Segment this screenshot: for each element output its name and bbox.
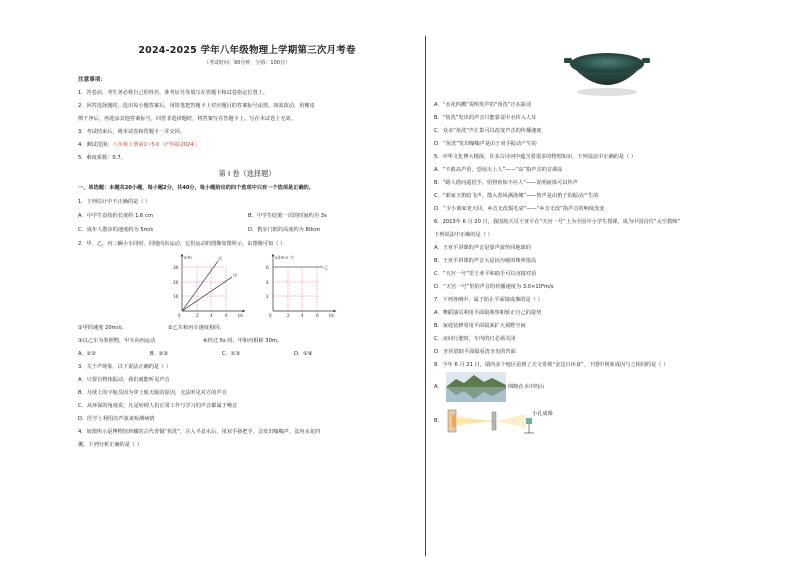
graph-st: [170, 251, 250, 321]
q1-option-c: C．成年人散步的速度约为 5m/s: [78, 227, 154, 233]
graph-st-xtick: 4: [210, 313, 213, 318]
bronze-basin-figure: [434, 40, 754, 98]
notes-heading: 注意事项：: [78, 77, 106, 83]
graph-label-bing: 丙: [218, 256, 223, 261]
note-1: 1．答卷前，考生务必将自己的姓名、准考证号等填写在答题卡和试卷指定位置上。: [78, 90, 269, 96]
q2-statements-row1: [78, 325, 416, 331]
q3-option-c: C．从环保的角度说，凡是妨碍人们正常工作与学习的声音都属于噪音: [78, 403, 238, 409]
graph-st-xtick: 2: [196, 313, 199, 318]
q8-option-b: [434, 406, 754, 436]
q7-option-c: C．夜间行驶时，车内的灯必须关闭: [434, 336, 516, 342]
note-2: 2．回答选择题时，选出每小题答案后，用铅笔把答题卡上对应题目的答案标号涂黑。如需改动，用橡皮: [78, 103, 315, 109]
q8-option-a-caption: 倒映在水中的山: [508, 384, 545, 390]
note-3: 3．考试结束后，将本试卷和答题卡一并交回。: [78, 129, 186, 135]
q2-graphs: [170, 251, 416, 321]
section-instruction: 一、单选题：本题共20小题，每小题2分，共40分，每小题给出的四个选项中只有一个选项是正确的。: [78, 185, 314, 191]
q3-option-a: A．只要有物体振动，我们就能听见声音: [78, 377, 170, 383]
q3-stem: 3．关于声现象，以下说法正确的是（ ）: [78, 364, 172, 370]
graph-vt-ylabel: v/(m·s⁻¹): [275, 255, 294, 260]
note-4: [78, 142, 416, 148]
q2-option-d: D．①④: [294, 351, 313, 357]
graph-vt-ytick: 4: [266, 280, 269, 285]
q5-option-c: C．“谁家玉笛暗飞声，散入春风满洛城”——笛声是由笛子的振动产生的: [434, 193, 599, 199]
right-column: [434, 40, 754, 436]
q2-option-c: C．①③: [222, 351, 241, 357]
q6-option-c: C．“天宫一号”里王亚平和助手可以直接对话: [434, 271, 537, 277]
q1-option-d: D．教室门框的高度约为 80cm: [248, 227, 321, 233]
exam-title: 2024-2025 学年八年级物理上学期第三次月考卷: [138, 45, 356, 56]
scope-value: 八年级上册第1~5章（沪科版2024）。: [112, 142, 202, 148]
bronze-basin-icon: [562, 44, 652, 98]
graph-st-ytick: 20: [173, 280, 179, 285]
q4-option-d: D．“鱼洗”发出嗡嗡声是由于双手振动产生的: [434, 141, 537, 147]
q4-option-b: B．“鱼洗”发出的声音只能靠盆中水传入人耳: [434, 115, 537, 121]
q2-stem: 2．甲、乙、丙三辆小车同时、同地向东运动，它们运动的图像如图所示，由图像可知（ ）: [78, 241, 286, 247]
q8-stem: 8．今年 6 月 21 日，瑞内多个地区看到了天文奇观“金边日环食”。下图中现象成因与之相同的是（ ）: [434, 362, 669, 368]
q5-option-a: A．“不敢高声语，恐惊天上人”——“高”指声音的音调高: [434, 167, 563, 173]
graph-vt-ytick: 6: [266, 265, 269, 270]
q2-statement-2: ②乙车和丙车速度相同；: [168, 325, 225, 331]
graph-label-jia: 甲: [233, 273, 238, 278]
q2-statements-row2: [78, 338, 416, 344]
q7-option-b: B．家庭装修常用平面镜来扩大视野空间: [434, 323, 526, 329]
q7-stem: 7．下列各例中，属于防止平面镜成像的是（ ）: [434, 297, 543, 303]
q8-option-b-prefix: B．: [434, 418, 443, 424]
graph-st-xtick: 6: [225, 313, 228, 318]
q6-option-d: D．“天宫一号”里的声音的传播速度为 3.0×10⁸m/s: [434, 284, 554, 290]
q6-stem-cont: 下列说法中正确的是（ ）: [434, 232, 493, 238]
note-2-cont: 擦干净后，再选涂其他答案标号。回答非选择题时，将答案写在答题卡上。写在本试卷上无效。: [78, 116, 296, 122]
q1-option-a: A．中学生食指的长度约 1.6 cm: [78, 213, 153, 219]
q1-option-b: B．中学生眨眼一次的时间约为 3s: [248, 213, 327, 219]
note-5: 5．难度系数：0.7。: [78, 155, 126, 161]
q6-stem: 6．2013年 6 月 20 日，我国航天员王亚平在“天宫一号”上为全国中小学生授课，成为中国首位“太空教师”: [434, 219, 681, 225]
graph-vt-ytick: 2: [266, 294, 269, 299]
q1-options-row2: [78, 227, 416, 233]
q6-option-b: B．王亚平讲课的声音大是因为她的频率很高: [434, 258, 537, 264]
q8-option-a-prefix: A．: [434, 384, 443, 390]
graph-st-xlabel: t/s: [238, 313, 244, 318]
section-title: 第 I 卷（选择题）: [218, 169, 276, 178]
mountain-reflection-icon: [446, 372, 506, 402]
graph-st-origin: 0: [178, 313, 181, 318]
q6-option-a: A．王亚平讲课的声音是靠声波传回地球的: [434, 245, 531, 251]
q2-options: [78, 351, 416, 357]
left-column: [78, 40, 416, 448]
column-divider: [425, 36, 426, 556]
graph-st-ytick: 10: [173, 294, 179, 299]
q2-option-a: A．①②: [78, 351, 97, 357]
q2-statement-1: ①甲的速度 20m/s；: [78, 325, 127, 331]
q2-statement-4: ④经过 5s 时，甲和丙相距 30m。: [203, 338, 283, 344]
q5-option-d: D．“少小离家老大回，乡音无改鬓毛衰”——“乡音无改”指声音的响度没变: [434, 206, 605, 212]
q8-option-b-caption: 小孔成像: [532, 411, 553, 417]
q8-option-a: [434, 372, 754, 402]
scope-prefix: 4．测试范围：: [78, 142, 113, 148]
q5-option-b: B．“路人借问遥招手，怕得鱼惊不应人”——说明液体可以传声: [434, 180, 578, 186]
graph-st-ylabel: s/m: [184, 255, 192, 260]
q2-option-b: B．②③: [150, 351, 169, 357]
q4-option-a: A．“水花四溅”说明发声的“鱼洗”正在振动: [434, 102, 532, 108]
graph-st-ytick: 30: [173, 265, 179, 270]
q4-stem-cont: 溅。下列分析正确的是（ ）: [78, 442, 142, 448]
q1-options-row1: [78, 213, 416, 219]
q1-stem: 1．下列估计中不正确的是（ ）: [78, 199, 151, 205]
graph-vt-xtick: 4: [301, 313, 304, 318]
q4-option-c: C．众多“鱼洗”声汇集可以改变声音的传播速度: [434, 128, 542, 134]
graph-vt-origin: 0: [269, 313, 272, 318]
pinhole-camera-icon: [446, 406, 546, 436]
graph-vt-xtick: 2: [287, 313, 290, 318]
q2-statement-3: ③以乙车为参照物，甲车向西运动: [78, 338, 156, 344]
q7-option-d: D．牙医借助平面镜看清牙齿的背面: [434, 349, 516, 355]
q5-stem: 5．中华文化博大精深，许多古诗词中蕴含着很多的物理知识，下列说法中正确的是（ ）: [434, 154, 637, 160]
graph-vt-xlabel: t/s: [329, 313, 335, 318]
q3-option-d: D．医学上利用次声波来检测病情: [78, 416, 155, 422]
graph-vt-xtick: 6: [316, 313, 319, 318]
exam-subtitle: （考试时间：90分钟，分值：100分）: [204, 60, 290, 66]
graph-line-bing: [182, 261, 218, 311]
graph-label-yi: 乙: [324, 265, 329, 270]
q3-option-b: B．月球上的宇航员因为穿上航天服的原因，无法听见对方的声音: [78, 390, 227, 396]
q7-option-a: A．舞蹈演员利用平面镜观察和矫正自己的姿势: [434, 310, 542, 316]
graph-vt: [261, 251, 341, 321]
q4-stem: 4．如图所示是博物馆珍藏的古代青铜“鱼洗”，注入半盆水后，用双手搓把手，会发出嗡嗡声，盆内水花四: [78, 429, 321, 435]
